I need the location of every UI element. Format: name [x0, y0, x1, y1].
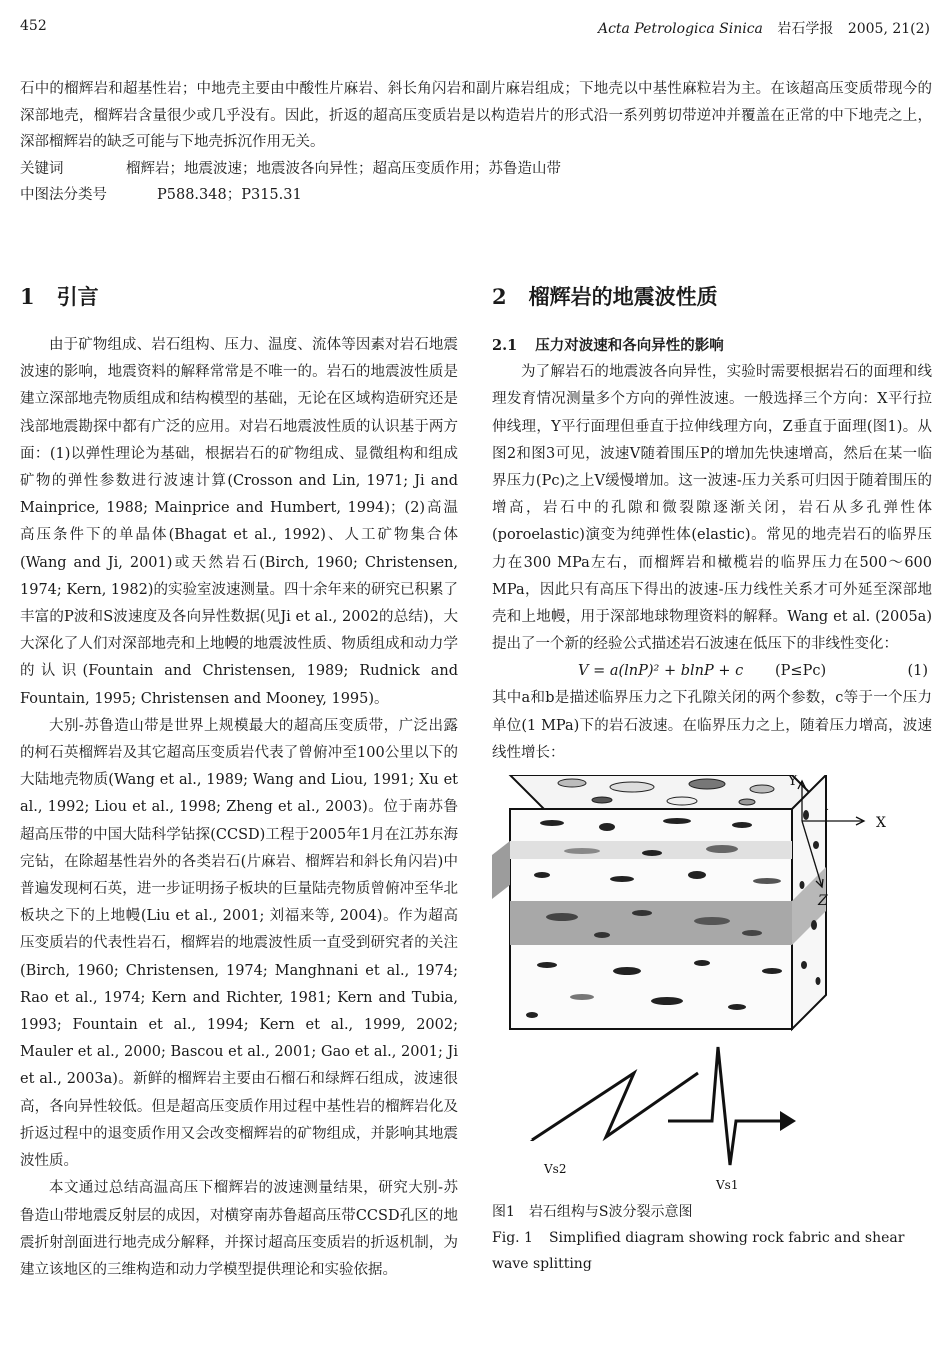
section-2-heading [492, 282, 932, 312]
shear-wave-splitting [532, 1047, 780, 1165]
keywords-text: 榴辉岩；地震波速；地震波各向异性；超高压变质作用；苏鲁造山带 [126, 160, 561, 177]
caption-en-number: Fig. 1 [492, 1230, 533, 1247]
journal-name-cn: 岩石学报 [777, 21, 834, 37]
section-1-heading [20, 282, 458, 312]
abstract-block [20, 76, 932, 208]
left-column [20, 282, 458, 1284]
journal-volume: 2005, 21(2) [847, 21, 930, 37]
wave-arrowhead [780, 1111, 796, 1131]
paragraph: 由于矿物组成、岩石组构、压力、温度、流体等因素对岩石地震波速的影响，地震资料的解释常常是不唯一的。岩石的地震波性质是建立深部地壳物质组成和结构模型的基础，无论在区域构造研究还是浅部地震勘探中都有广泛的应用。对岩石地震波性质的认识基于两方面：(1)以弹性理论为基础，根据岩石的矿物组成、显微组构和组成矿物的弹性参数进行波速计算(Crosson and Lin, 1971; Ji and Mainprice, 1988; Mainprice and Humbert, 1994)；(2)高温高压条件下的单晶体(Bhagat et al., 1992)、人工矿物集合体(Wang and Ji, 2001)或天然岩石(Birch, 1960; Christensen, 1974; Kern, 1982)的实验室波速测量。四十余年来的研究已积累了丰富的P波和S波速度及各向异性数据(见Ji et al., 2002的总结)，大大深化了人们对深部地壳和上地幔的地震波性质、物质组成和动力学的认识(Fountain and Christensen, 1989; Rudnick and Fountain, 1995; Christensen and Mooney, 1995)。 [20, 337, 458, 707]
figure-1 [492, 775, 932, 1195]
equation-condition: (P≤Pc) [775, 663, 827, 680]
page-number: 452 [20, 18, 47, 34]
abstract-text: 石中的榴辉岩和超基性岩；中地壳主要由中酸性片麻岩、斜长角闪岩和副片麻岩组成；下地壳以中基性麻粒岩为主。在该超高压变质带现今的深部地壳，榴辉岩含量很少或几乎没有。因此，折返的超高压变质岩是以构造岩片的形式沿一系列剪切带逆冲并覆盖在正常的中下地壳之上，深部榴辉岩的缺乏可能与下地壳拆沉作用无关。 [20, 81, 932, 150]
caption-cn-number: 图1 [492, 1204, 515, 1221]
paragraph: 本文通过总结高温高压下榴辉岩的波速测量结果，研究大别-苏鲁造山带地震反射层的成因，对横穿南苏鲁超高压带CCSD孔区的地震折射剖面进行地壳成分解释，并探讨超高压变质岩的折返机制，为建立该地区的三维构造和动力学模型提供理论和实验依据。 [20, 1180, 458, 1278]
wave-label-vs1: Vs1 [716, 1178, 739, 1193]
block-top-face [510, 775, 826, 809]
keywords-row [20, 156, 932, 182]
figure-1-caption [492, 1199, 932, 1277]
subsection-number: 2.1 [492, 337, 518, 354]
caption-en [492, 1225, 932, 1277]
rock-fabric-diagram [492, 775, 932, 1195]
right-column [492, 282, 932, 1277]
journal-name-en: Acta Petrologica Sinica [597, 21, 763, 37]
axis-label-x: X [876, 815, 886, 832]
subsection-title: 压力对波速和各向异性的影响 [535, 337, 724, 354]
foliation-band [510, 901, 792, 945]
paragraph: 其中a和b是描述临界压力之下孔隙关闭的两个参数，c等于一个压力单位(1 MPa)下的岩石波速。在临界压力之上，随着压力增高，波速线性增长： [492, 690, 932, 761]
caption-cn [492, 1199, 932, 1225]
keywords-label: 关键词 [20, 160, 64, 177]
paragraph: 大别-苏鲁造山带是世界上规模最大的超高压变质带，广泛出露的柯石英榴辉岩及其它超高压变质岩代表了曾俯冲至100公里以下的大陆地壳物质(Wang et al., 1989; Wang and Liou, 1991; Xu et al., 1992; Liou et al., 1998; Zheng et al., 2003)。位于南苏鲁超高压带的中国大陆科学钻探(CCSD)工程于2005年1月在江苏东海完钻，在除超基性岩外的各类岩石(片麻岩、榴辉岩和斜长角闪岩)中普遍发现柯石英，进一步证明扬子板块的巨量陆壳物质曾俯冲至华北板块之下的上地幔(Liu et al., 2001; 刘福来等, 2004)。作为超高压变质岩的代表性岩石，榴辉岩的地震波性质一直受到研究者的关注(Birch, 1960; Christensen, 1974; Manghnani et al., 1974; Rao et al., 1974; Kern and Richter, 1981; Kern and Tubia, 1993; Fountain et al., 1994; Kern et al., 1999, 2002; Mauler et al., 2000; Bascou et al., 2001; Gao et al., 2001; Ji et al., 2003a)。新鲜的榴辉岩主要由石榴石和绿辉石组成，波速很高，各向异性较低。但是超高压变质作用过程中基性岩的榴辉岩化及折返过程中的退变质作用又会改变榴辉岩的矿物组成，并影响其地震波性质。 [20, 717, 458, 1170]
journal-info [598, 18, 930, 38]
section-2-title: 榴辉岩的地震波性质 [528, 284, 718, 309]
foliation-band-left [492, 841, 510, 899]
page-header [20, 18, 930, 42]
wave-label-vs2: Vs2 [544, 1162, 567, 1177]
section-2-number: 2 [492, 284, 507, 309]
equation-number: (1) [907, 663, 928, 680]
equation-expression: V = a(lnP)² + blnP + c [578, 663, 744, 680]
classification-label: 中图法分类号 [20, 186, 107, 203]
section-1-title: 引言 [56, 284, 99, 309]
classification-text: P588.348；P315.31 [157, 186, 302, 203]
classification-row [20, 182, 932, 208]
vs2-wave [532, 1073, 698, 1140]
caption-en-text: Simplified diagram showing rock fabric and shear wave splitting [492, 1230, 905, 1273]
axis-label-y: Y [788, 775, 798, 790]
section-1-number: 1 [20, 284, 35, 309]
axis-label-z: Z [818, 893, 828, 910]
caption-cn-text: 岩石组构与S波分裂示意图 [528, 1204, 693, 1221]
vs1-wave [668, 1047, 780, 1165]
paragraph: 为了解岩石的地震波各向异性，实验时需要根据岩石的面理和线理发育情况测量多个方向的弹性波速。一般选择三个方向：X平行拉伸线理，Y平行面理但垂直于拉伸线理方向，Z垂直于面理(图1)。从图2和图3可见，波速V随着围压P的增加先快速增高，然后在某一临界压力(Pc)之上V缓慢增加。这一波速-压力关系可归因于随着围压的增高，岩石中的孔隙和微裂隙逐渐关闭，岩石从多孔弹性体(poroelastic)演变为纯弹性体(elastic)。常见的地壳岩石的临界压力在300 MPa左右，而榴辉岩和橄榄岩的临界压力在500～600 MPa，因此只有高压下得出的波速-压力线性关系才可外延至深部地壳和上地幔，用于深部地球物理资料的解释。Wang et al. (2005a)提出了一个新的经验公式描述岩石波速在低压下的非线性变化： [492, 364, 932, 653]
equation-1 [492, 658, 932, 685]
subsection-2-1-heading [492, 332, 932, 359]
